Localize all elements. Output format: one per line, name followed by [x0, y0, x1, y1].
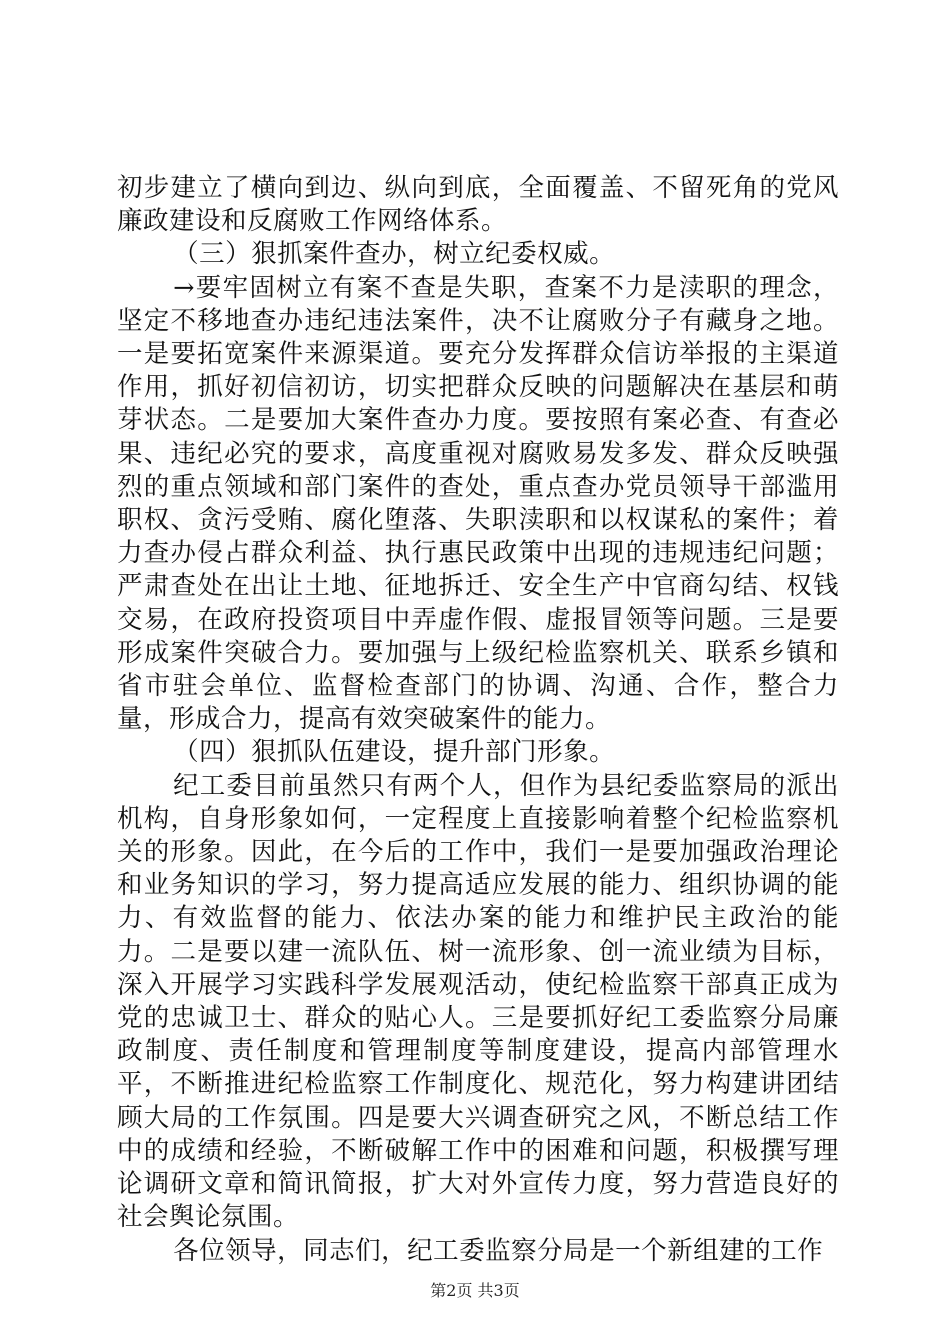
paragraph-continuation: 初步建立了横向到边、纵向到底，全面覆盖、不留死角的党风廉政建设和反腐败工作网络体系。	[117, 173, 839, 237]
section-heading-4: （四）狠抓队伍建设，提升部门形象。	[173, 737, 616, 768]
paragraph-closing: 各位领导，同志们，纪工委监察分局是一个新组建的工作	[173, 1235, 824, 1266]
document-body	[117, 172, 839, 1268]
page-footer: 第2页 共3页	[430, 1281, 520, 1300]
section-heading-3: （三）狠抓案件查办，树立纪委权威。	[173, 239, 616, 270]
paragraph-case-handling: →要牢固树立有案不查是失职，查案不力是渎职的理念，坚定不移地查办违纪违法案件，决不让腐败分子有藏身之地。一是要拓宽案件来源渠道。要充分发挥群众信访举报的主渠道作用，抓好初信初访，切实把群众反映的问题解决在基层和萌芽状态。二是要加大案件查办力度。要按照有案必查、有查必果、违纪必究的要求，高度重视对腐败易发多发、群众反映强烈的重点领域和部门案件的查处，重点查办党员领导干部滥用职权、贪污受贿、腐化堕落、失职渎职和以权谋私的案件；着力查办侵占群众利益、执行惠民政策中出现的违规违纪问题；严肃查处在出让土地、征地拆迁、安全生产中官商勾结、权钱交易，在政府投资项目中弄虚作假、虚报冒领等问题。三是要形成案件突破合力。要加强与上级纪检监察机关、联系乡镇和省市驻会单位、监督检查部门的协调、沟通、合作，整合力量，形成合力，提高有效突破案件的能力。	[117, 272, 839, 735]
paragraph-team-building: 纪工委目前虽然只有两个人，但作为县纪委监察局的派出机构，自身形象如何，一定程度上直接影响着整个纪检监察机关的形象。因此，在今后的工作中，我们一是要加强政治理论和业务知识的学习，努力提高适应发展的能力、组织协调的能力、有效监督的能力、依法办案的能力和维护民主政治的能力。二是要以建一流队伍、树一流形象、创一流业绩为目标，深入开展学习实践科学发展观活动，使纪检监察干部真正成为党的忠诚卫士、群众的贴心人。三是要抓好纪工委监察分局廉政制度、责任制度和管理制度等制度建设，提高内部管理水平，不断推进纪检监察工作制度化、规范化，努力构建讲团结顾大局的工作氛围。四是要大兴调查研究之风，不断总结工作中的成绩和经验，不断破解工作中的困难和问题，积极撰写理论调研文章和简讯简报，扩大对外宣传力度，努力营造良好的社会舆论氛围。	[117, 770, 839, 1233]
